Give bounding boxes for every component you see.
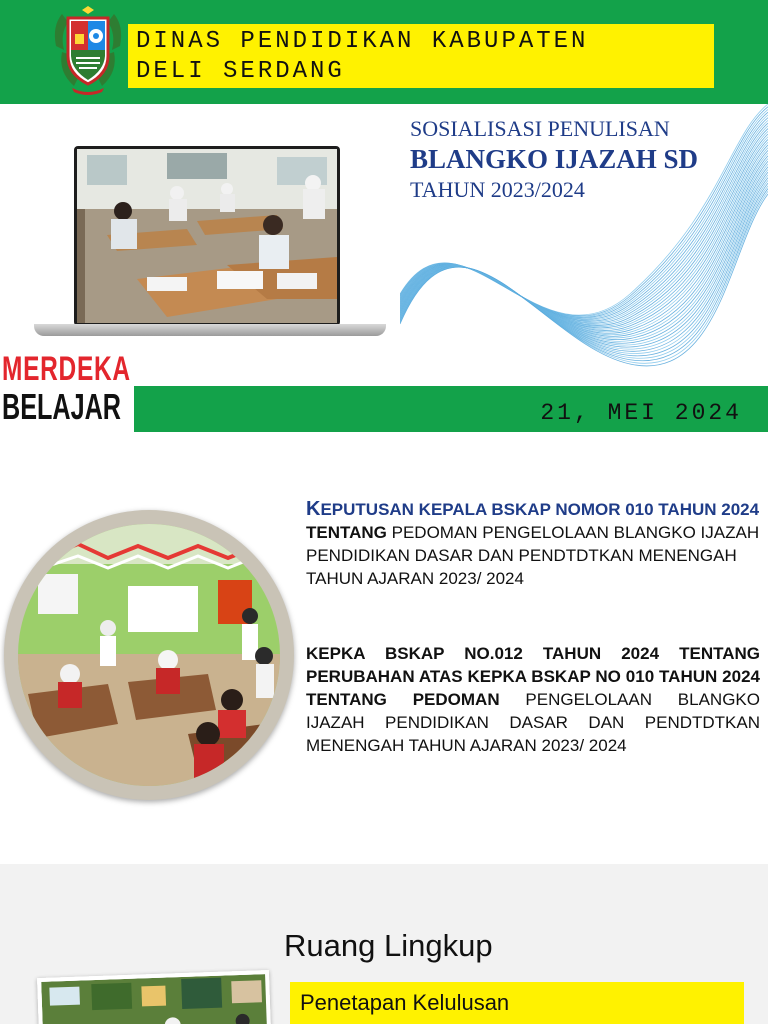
regulation-paragraph-1: [306, 498, 760, 590]
para2-body: PENGELOLAAN BLANGKO IJAZAH PENDIDIKAN DASAR DAN PENDTDTKAN MENENGAH TAHUN AJARAN 2023/ 2024: [306, 690, 760, 755]
para1-initial: K: [306, 498, 321, 520]
deli-serdang-emblem-icon: [48, 6, 128, 96]
classroom-wall-photo: [41, 974, 271, 1024]
belajar-text: BELAJAR: [2, 386, 122, 427]
laptop-mockup: [34, 142, 386, 340]
agency-name-box: [128, 24, 714, 88]
title-slide: [0, 0, 768, 432]
presentation-date: 21, MEI 2024: [540, 400, 742, 426]
slide-title: [410, 116, 698, 203]
laptop-base: [34, 324, 386, 336]
laptop-screen: [74, 146, 340, 326]
merdeka-text: MERDEKA: [2, 350, 131, 388]
scope-item-1: Penetapan Kelulusan: [300, 990, 510, 1015]
scope-item-box: [290, 982, 744, 1024]
regulation-paragraph-2: [306, 642, 760, 757]
para1-title: EPUTUSAN KEPALA BSKAP NOMOR 010 TAHUN 2024: [320, 500, 760, 519]
regulation-slide: [0, 432, 768, 864]
classroom-exam-photo: [77, 149, 337, 323]
title-line2: BLANGKO IJAZAH SD: [410, 144, 699, 174]
title-line1: SOSIALISASI PENULISAN: [410, 116, 670, 141]
circle-photo-frame: [4, 510, 294, 800]
classroom-students-photo: [18, 524, 280, 786]
classroom-photo-tilted: [37, 970, 271, 1024]
para1-body: PEDOMAN PENGELOLAAN BLANGKO IJAZAH PENDIDIKAN DASAR DAN PENDTDTKAN MENENGAH TAHUN AJARAN 2023/ 2024: [306, 523, 760, 588]
merdeka-belajar-logo: [0, 350, 134, 432]
scope-title: Ruang Lingkup: [284, 928, 493, 963]
scope-slide: [0, 864, 768, 1024]
para2-title: KEPKA BSKAP NO.012 TAHUN 2024 TENTANG PERUBAHAN ATAS KEPKA BSKAP NO 010 TAHUN 2024 TENTANG PEDOMAN: [306, 644, 760, 709]
agency-name-line2: DELI SERDANG: [136, 58, 345, 85]
para1-tentang: TENTANG: [306, 523, 392, 542]
title-line3: TAHUN 2023/2024: [410, 177, 585, 202]
classroom-photo-circle: [18, 524, 280, 786]
agency-name-line1: DINAS PENDIDIKAN KABUPATEN: [136, 28, 589, 55]
